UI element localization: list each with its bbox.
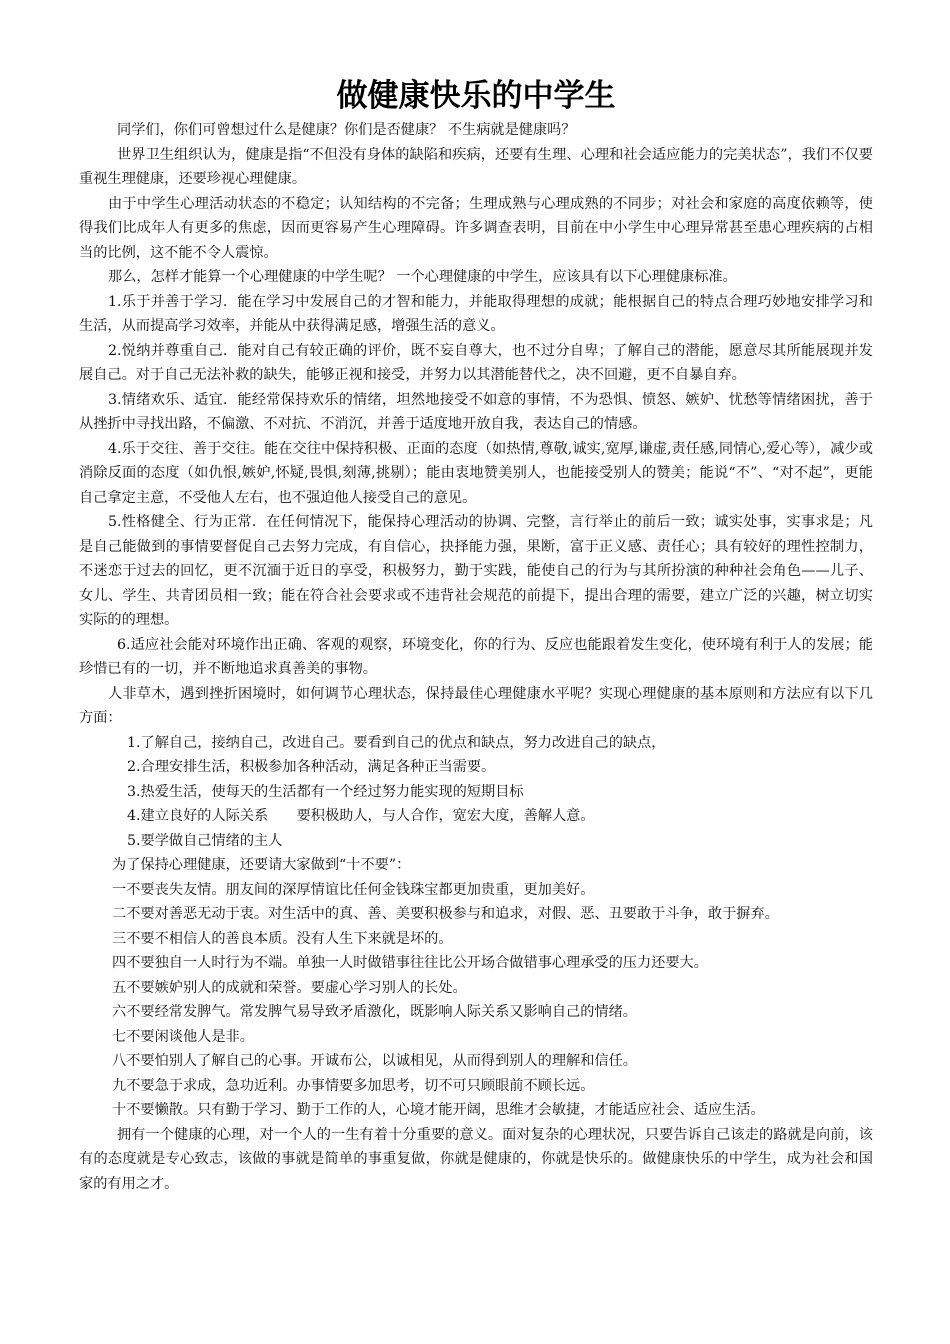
method-item: 2.合理安排生活，积极参加各种活动，满足各种正当需要。 xyxy=(127,759,496,775)
standard-6: 6.适应社会能对环境作出正确、客观的观察，环境变化，你的行为、反应也能跟着发生变化，使环境有利于人的发展；能珍惜已有的一切，并不断地追求真善美的事物。 xyxy=(79,636,873,677)
method-item: 5.要学做自己情绪的主人 xyxy=(127,832,283,849)
dont-item: 四不要独自一人时行为不端。单独一人时做错事往往比公开场合做错事心理承受的压力还要大。 xyxy=(112,955,708,971)
document-title: 做健康快乐的中学生 xyxy=(336,78,616,114)
dont-item: 二不要对善恶无动于衷。对生活中的真、善、美要积极参与和追求，对假、恶、丑要敢于斗争，敢于摒弃。 xyxy=(112,906,779,922)
conclusion-paragraph: 拥有一个健康的心理，对一个人的一生有着十分重要的意义。面对复杂的心理状况，只要告诉自己该走的路就是向前，该有的态度就是专心致志，该做的事就是简单的事重复做，你就是健康的，你就是快乐的。做健康快乐的中学生，成为社会和国家的有用之才。 xyxy=(79,1126,873,1192)
method-item: 4.建立良好的人际关系 要积极助人，与人合作，宽宏大度，善解人意。 xyxy=(127,808,595,824)
method-item: 1.了解自己，接纳自己，改进自己。要看到自己的优点和缺点，努力改进自己的缺点， xyxy=(127,734,666,751)
dont-item: 七不要闲谈他人是非。 xyxy=(112,1028,254,1045)
problem-paragraph: 由于中学生心理活动状态的不稳定；认知结构的不完备；生理成熟与心理成熟的不同步；对社会和家庭的高度依赖等，使得我们比成年人有更多的焦虑，因而更容易产生心理障碍。许多调查表明，目前在中小学生中心理异常甚至患心理疾病的占相当的比例，这不能不令人震惊。 xyxy=(79,195,873,261)
standard-3: 3.情绪欢乐、适宜．能经常保持欢乐的情绪，坦然地接受不如意的事情，不为恐惧、愤怒、嫉妒、忧愁等情绪困扰，善于从挫折中寻找出路，不偏激、不对抗、不消沉，并善于适度地开放自我，表达自己的情感。 xyxy=(79,391,873,432)
dont-item: 六不要经常发脾气。常发脾气易导致矛盾激化，既影响人际关系又影响自己的情绪。 xyxy=(112,1004,637,1020)
standards-intro: 那么，怎样才能算一个心理健康的中学生呢？ 一个心理健康的中学生，应该具有以下心理健康标准。 xyxy=(108,269,737,285)
standard-2: 2.悦纳并尊重自己．能对自己有较正确的评价，既不妄自尊大，也不过分自卑；了解自己的潜能，愿意尽其所能展现并发展自己。对于自己无法补救的缺失，能够正视和接受，并努力以其潜能替代之，决不回避，更不自暴自弃。 xyxy=(79,342,873,383)
methods-intro: 人非草木，遇到挫折困境时，如何调节心理状态，保持最佳心理健康水平呢？实现心理健康的基本原则和方法应有以下几方面： xyxy=(79,685,873,726)
dont-item: 三不要不相信人的善良本质。没有人生下来就是坏的。 xyxy=(112,930,453,947)
standard-1: 1.乐于并善于学习．能在学习中发展自己的才智和能力，并能取得理想的成就；能根据自己的特点合理巧妙地安排学习和生活，从而提高学习效率，并能从中获得满足感，增强生活的意义。 xyxy=(79,293,873,334)
ten-donts-intro: 为了保持心理健康，还要请大家做到“十不要”： xyxy=(112,857,411,873)
method-item: 3.热爱生活，使每天的生活都有一个经过努力能实现的短期目标 xyxy=(127,783,524,800)
standard-5: 5.性格健全、行为正常．在任何情况下，能保持心理活动的协调、完整，言行举止的前后一致；诚实处事，实事求是；凡是自己能做到的事情要督促自己去努力完成，有自信心，抉择能力强，果断，富于正义感、责任心；具有较好的理性控制力，不迷恋于过去的回忆，更不沉湎于近日的享受，积极努力，勤于实践，能使自己的行为与其所扮演的种种社会角色——儿子、女儿、学生、共青团员相一致；能在符合社会要求或不违背社会规范的前提下，提出合理的需要，建立广泛的兴趣，树立切实实际的的理想。 xyxy=(79,514,873,628)
dont-item: 五不要嫉妒别人的成就和荣誉。要虚心学习别人的长处。 xyxy=(112,979,467,996)
who-definition: 世界卫生组织认为，健康是指“不但没有身体的缺陷和疾病，还要有生理、心理和社会适应能力的完美状态”，我们不仅要重视生理健康，还要珍视心理健康。 xyxy=(79,146,873,187)
intro-question: 同学们，你们可曾想过什么是健康？你们是否健康？ 不生病就是健康吗？ xyxy=(117,122,576,138)
dont-item: 九不要急于求成，急功近利。办事情要多加思考，切不可只顾眼前不顾长远。 xyxy=(112,1077,595,1094)
dont-item: 八不要怕别人了解自己的心事。开诚布公，以诚相见，从而得到别人的理解和信任。 xyxy=(112,1053,637,1069)
standard-4: 4.乐于交往、善于交往。能在交往中保持积极、正面的态度（如热情,尊敬,诚实,宽厚,谦虚,责任感,同情心,爱心等），减少或消除反面的态度（如仇恨,嫉妒,怀疑,畏惧,刻薄,挑剔）；能由衷地赞美别人，也能接受别人的赞美；能说“不”、“对不起”，更能自己拿定主意，不受他人左右，也不强迫他人接受自己的意见。 xyxy=(79,440,873,506)
dont-item: 一不要丧失友情。朋友间的深厚情谊比任何金钱珠宝都更加贵重，更加美好。 xyxy=(112,881,595,898)
dont-item: 十不要懒散。只有勤于学习、勤于工作的人，心境才能开阔，思维才会敏捷，才能适应社会、适应生活。 xyxy=(112,1102,765,1118)
